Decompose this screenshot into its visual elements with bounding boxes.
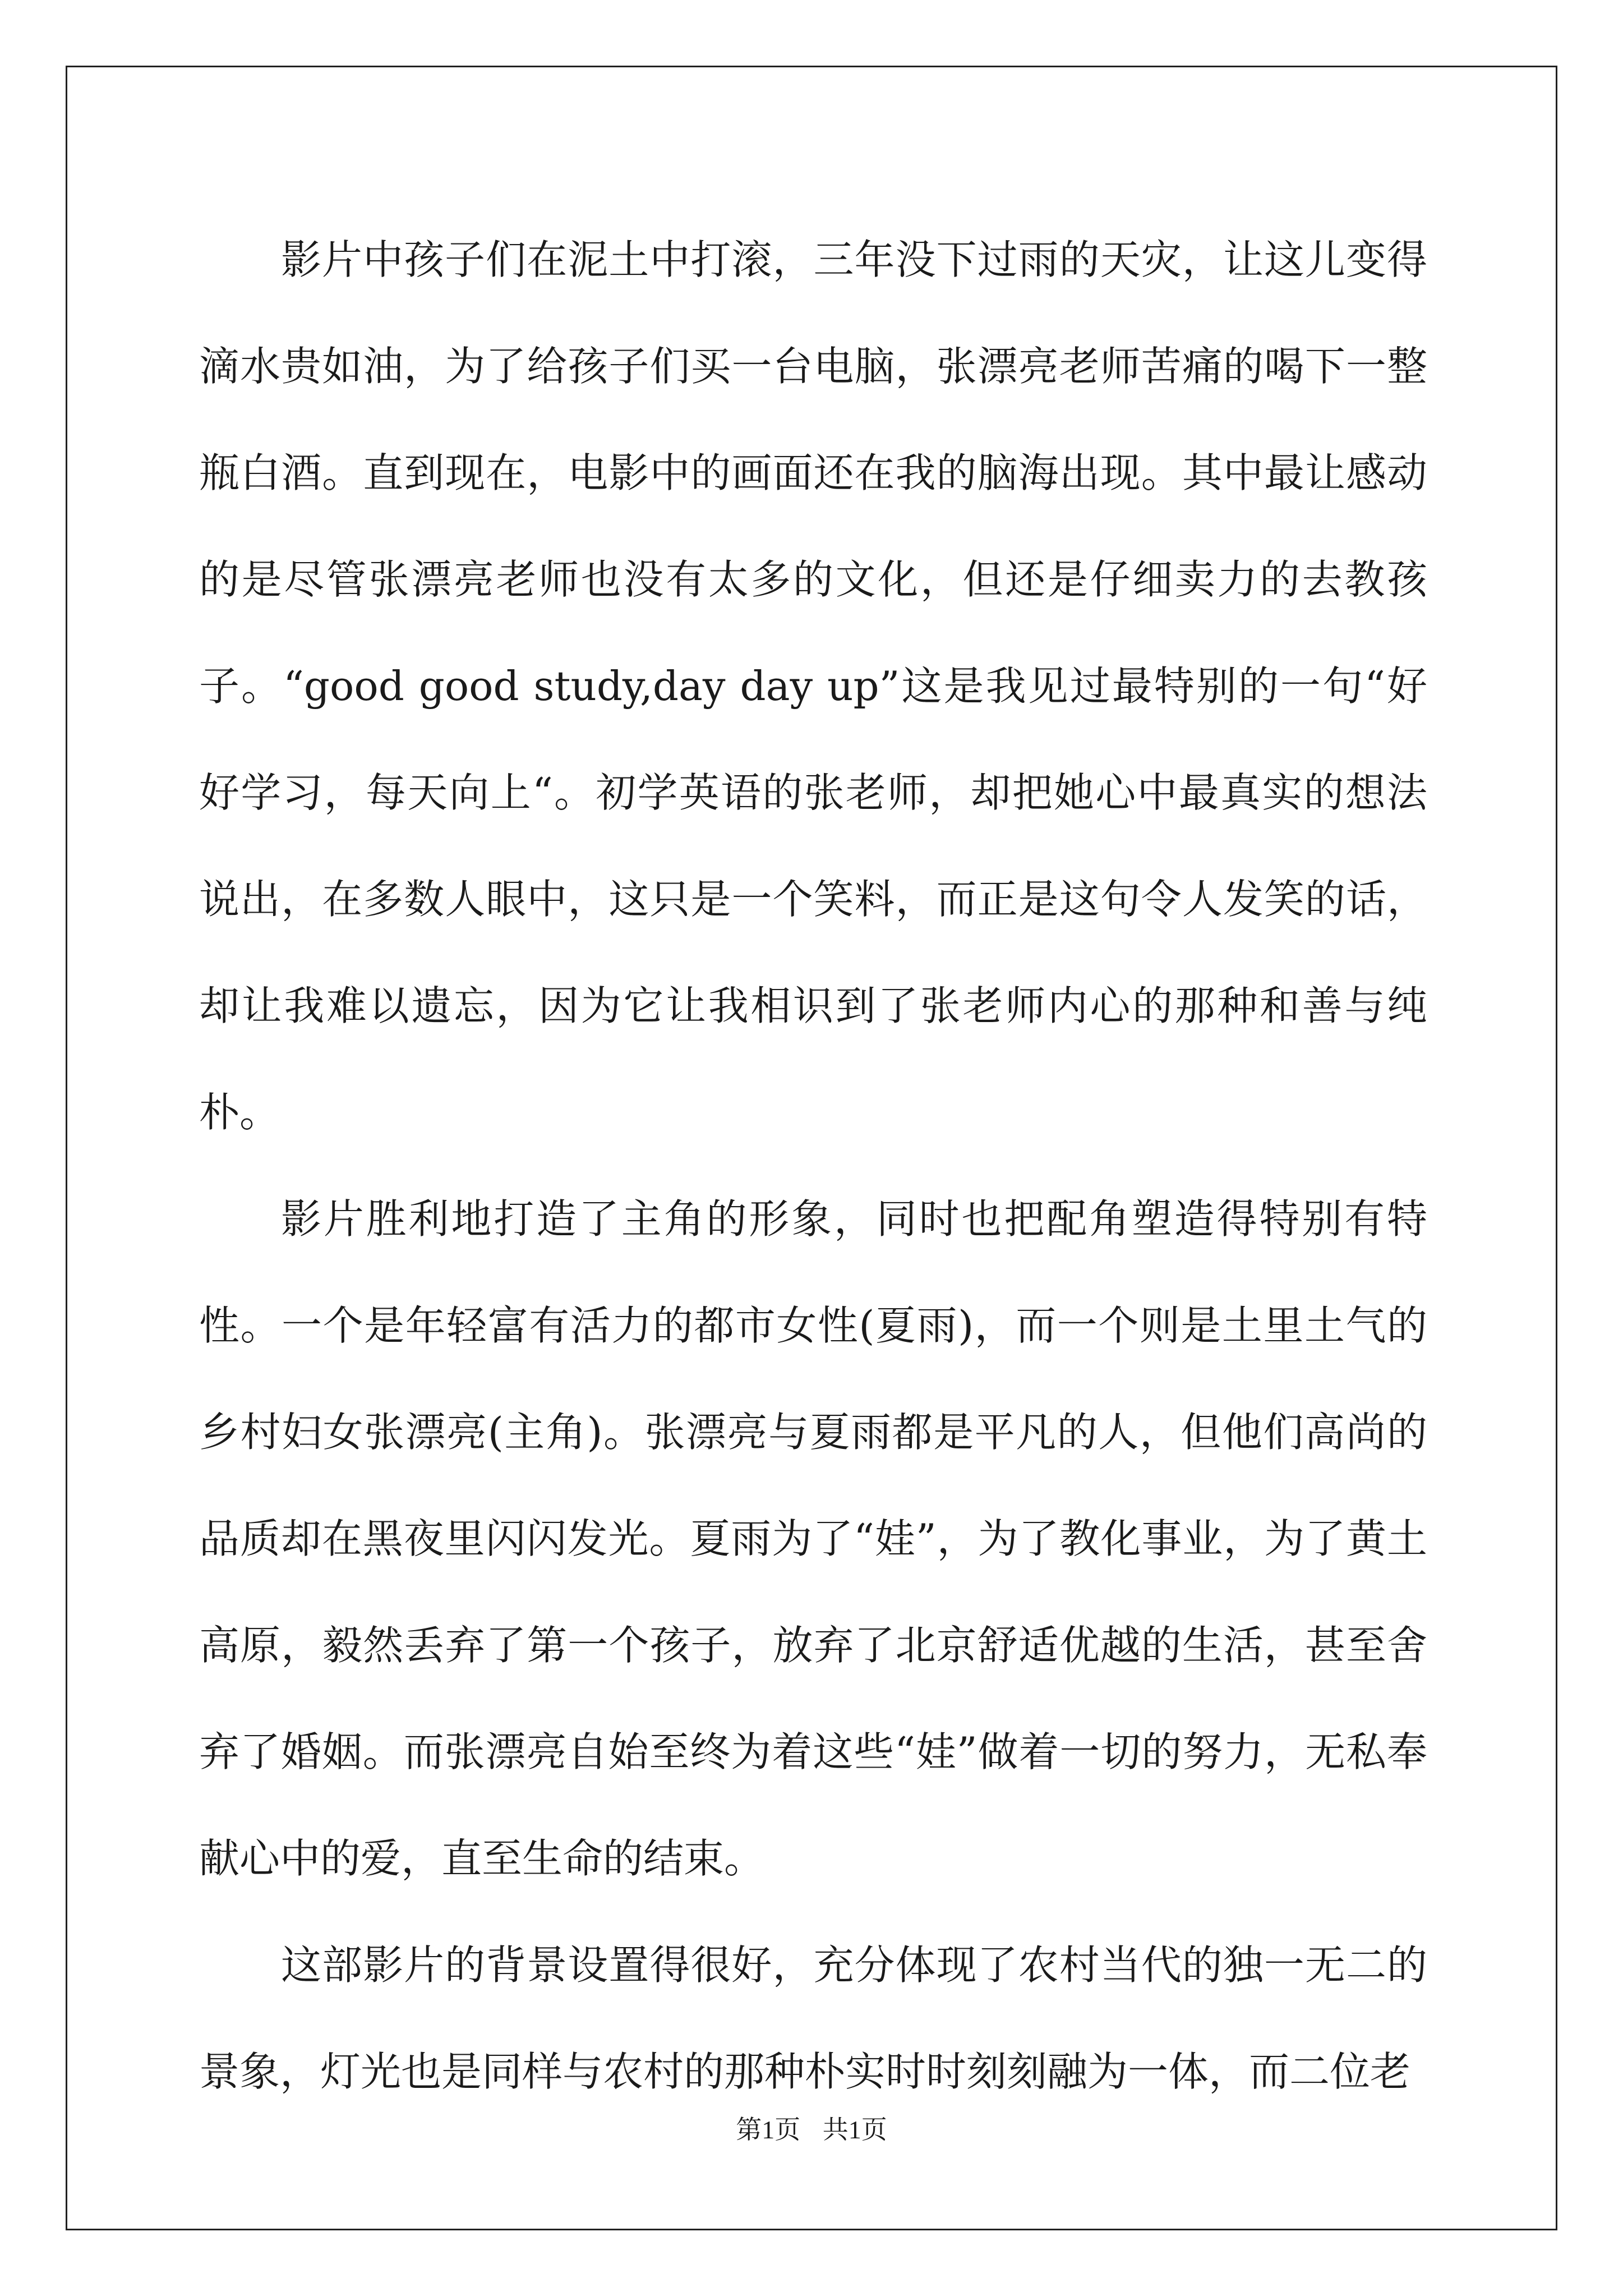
page-number-current: 第1页 [736,2115,801,2144]
paragraph-2: 影片胜利地打造了主角的形象，同时也把配角塑造得特别有特性。一个是年轻富有活力的都市女性(夏雨)，而一个则是土里土气的乡村妇女张漂亮(主角)。张漂亮与夏雨都是平凡的人，但他们高尚的品质却在黑夜里闪闪发光。夏雨为了“娃”，为了教化事业，为了黄土高原，毅然丢弃了第一个孩子，放弃了北京舒适优越的生活，甚至舍弃了婚姻。而张漂亮自始至终为着这些“娃”做着一切的努力，无私奉献心中的爱，直至生命的结束。 [199,1195,1427,1882]
paragraph-1: 影片中孩子们在泥土中打滚，三年没下过雨的天灾，让这儿变得滴水贵如油，为了给孩子们买一台电脑，张漂亮老师苦痛的喝下一整瓶白酒。直到现在，电影中的画面还在我的脑海出现。其中最让感动的是尽管张漂亮老师也没有太多的文化，但还是仔细卖力的去教孩子。“good good study,day day up”这是我见过最特别的一句“好好学习，每天向上“。初学英语的张老师，却把她心中最真实的想法说出，在多数人眼中，这只是一个笑料，而正是这句令人发笑的话，却让我难以遗忘，因为它让我相识到了张老师内心的那种和善与纯朴。 [199,236,1427,1136]
page-footer [0,2109,1623,2146]
page-number-total: 共1页 [822,2115,887,2144]
document-body [199,206,1427,2125]
paragraph-3: 这部影片的背景设置得很好，充分体现了农村当代的独一无二的景象，灯光也是同样与农村的那种朴实时时刻刻融为一体，而二位老 [199,1941,1427,2095]
